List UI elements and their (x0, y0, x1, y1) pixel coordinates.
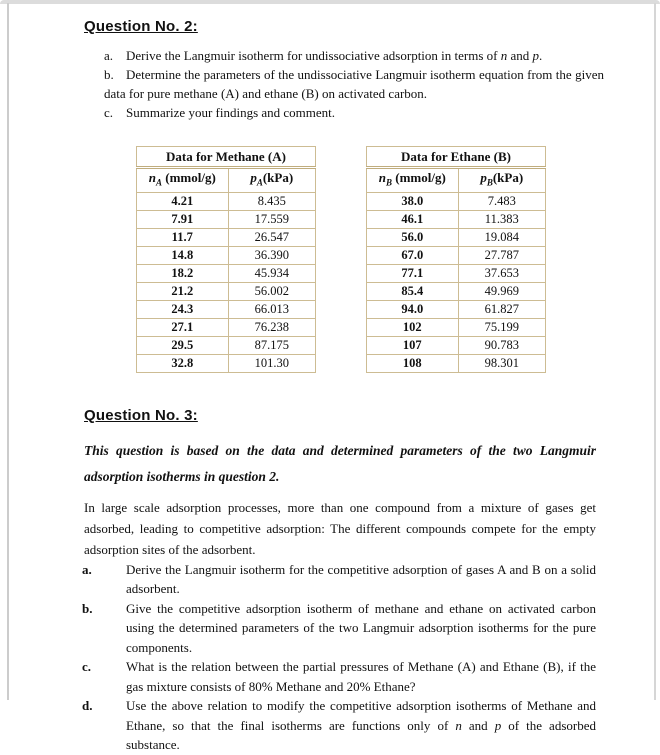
table-cell: 98.301 (458, 354, 545, 372)
page-right-edge (654, 3, 656, 700)
table-row (367, 336, 546, 354)
question-3-paragraph: In large scale adsorption processes, more than one compound from a mixture of gases get adsorbed, leading to competitive adsorption: The different compounds compete for the empty adsorption sites of the adsorbent. (84, 499, 596, 557)
table-cell: 26.547 (228, 228, 315, 246)
table-cell: 11.7 (137, 228, 229, 246)
question-3-intro: This question is based on the data and determined parameters of the two Langmuir adsorption isotherms in question 2. (84, 442, 596, 484)
table-row (367, 246, 546, 264)
table-cell: 61.827 (458, 300, 545, 318)
table-row (367, 264, 546, 282)
table-cell: 29.5 (137, 336, 229, 354)
table-row (137, 192, 316, 210)
table-cell: 24.3 (137, 300, 229, 318)
table-row (367, 210, 546, 228)
column-header-n: $n_B$ (mmol/g) (367, 168, 459, 193)
list-item-text: Use the above relation to modify the competitive adsorption isotherms of Methane and Ethane, so that the final isotherms are functions only of n and p of the adsorbed substance. (126, 698, 596, 753)
table-cell: 27.787 (458, 246, 545, 264)
table-cell: 108 (367, 354, 459, 372)
methane-table (136, 146, 316, 373)
list-item-text: Give the competitive adsorption isotherm of methane and ethane on activated carbon using the determined parameters of the two Langmuir adsorption isotherms for the pure components. (126, 600, 596, 655)
table-cell: 37.653 (458, 264, 545, 282)
table-cell: 45.934 (228, 264, 315, 282)
table-cell: 46.1 (367, 210, 459, 228)
table-cell: 90.783 (458, 336, 545, 354)
table-title: Data for Ethane (B) (367, 147, 546, 168)
table-row (137, 264, 316, 282)
list-marker: a. (82, 561, 92, 577)
column-header-p: $p_A(kPa)$ (228, 168, 315, 193)
table-title-row (367, 147, 546, 168)
column-header-n: $n_A$ (mmol/g) (137, 168, 229, 193)
table-cell: 19.084 (458, 228, 545, 246)
table-cell: 7.483 (458, 192, 545, 210)
table-row (137, 210, 316, 228)
table-title-row (137, 147, 316, 168)
table-cell: 17.559 (228, 210, 315, 228)
table-cell: 107 (367, 336, 459, 354)
table-row (137, 354, 316, 372)
table-cell: 14.8 (137, 246, 229, 264)
table-cell: 102 (367, 318, 459, 336)
list-item (82, 560, 596, 599)
list-item (104, 103, 604, 122)
list-marker: c. (104, 105, 114, 120)
table-row (137, 300, 316, 318)
list-item (82, 696, 596, 755)
column-header-p: $p_B(kPa)$ (458, 168, 545, 193)
list-marker: b. (104, 67, 114, 82)
list-item-text: Summarize your findings and comment. (126, 105, 336, 120)
table-title: Data for Methane (A) (137, 147, 316, 168)
list-item-text: Determine the parameters of the undissociative Langmuir isotherm equation from the given data for pure methane (A) and ethane (B) on activated carbon. (104, 67, 604, 101)
question-2-heading: Question No. 2: (84, 18, 198, 35)
table-cell: 21.2 (137, 282, 229, 300)
table-header-row (137, 168, 316, 193)
data-tables (136, 146, 602, 373)
table-cell: 101.30 (228, 354, 315, 372)
table-cell: 32.8 (137, 354, 229, 372)
table-header-row (367, 168, 546, 193)
list-item-text: Derive the Langmuir isotherm for undissociative adsorption in terms of n and p. (126, 48, 543, 63)
table-row (137, 282, 316, 300)
table-cell: 36.390 (228, 246, 315, 264)
list-marker: a. (104, 48, 114, 63)
table-row (367, 192, 546, 210)
table-cell: 66.013 (228, 300, 315, 318)
list-marker: c. (82, 659, 92, 675)
list-marker: d. (82, 698, 93, 714)
table-cell: 18.2 (137, 264, 229, 282)
table-cell: 38.0 (367, 192, 459, 210)
list-item (82, 657, 596, 696)
table-row (137, 246, 316, 264)
table-cell: 49.969 (458, 282, 545, 300)
table-row (367, 228, 546, 246)
table-cell: 67.0 (367, 246, 459, 264)
table-row (367, 282, 546, 300)
table-cell: 75.199 (458, 318, 545, 336)
list-item (82, 599, 596, 658)
table-cell: 27.1 (137, 318, 229, 336)
list-item (104, 65, 604, 103)
table-row (367, 318, 546, 336)
table-cell: 77.1 (367, 264, 459, 282)
question-2-list (104, 46, 604, 122)
table-cell: 11.383 (458, 210, 545, 228)
table-cell: 8.435 (228, 192, 315, 210)
table-cell: 94.0 (367, 300, 459, 318)
list-item-text: Derive the Langmuir isotherm for the competitive adsorption of gases A and B on a solid adsorbent. (126, 561, 596, 597)
table-cell: 87.175 (228, 336, 315, 354)
question-3-section (84, 407, 602, 755)
question-3-list (84, 560, 596, 755)
ethane-table (366, 146, 546, 373)
question-3-heading: Question No. 3: (84, 406, 198, 424)
table-row (137, 318, 316, 336)
table-row (137, 336, 316, 354)
document-page (9, 4, 654, 753)
table-cell: 56.002 (228, 282, 315, 300)
list-marker: b. (82, 600, 93, 616)
table-cell: 76.238 (228, 318, 315, 336)
table-cell: 56.0 (367, 228, 459, 246)
table-cell: 85.4 (367, 282, 459, 300)
table-row (367, 354, 546, 372)
table-row (367, 300, 546, 318)
table-cell: 4.21 (137, 192, 229, 210)
table-row (137, 228, 316, 246)
list-item-text: What is the relation between the partial pressures of Methane (A) and Ethane (B), if the gas mixture consists of 80% Methane and 20% Ethane? (126, 659, 596, 694)
table-cell: 7.91 (137, 210, 229, 228)
list-item (104, 46, 604, 65)
